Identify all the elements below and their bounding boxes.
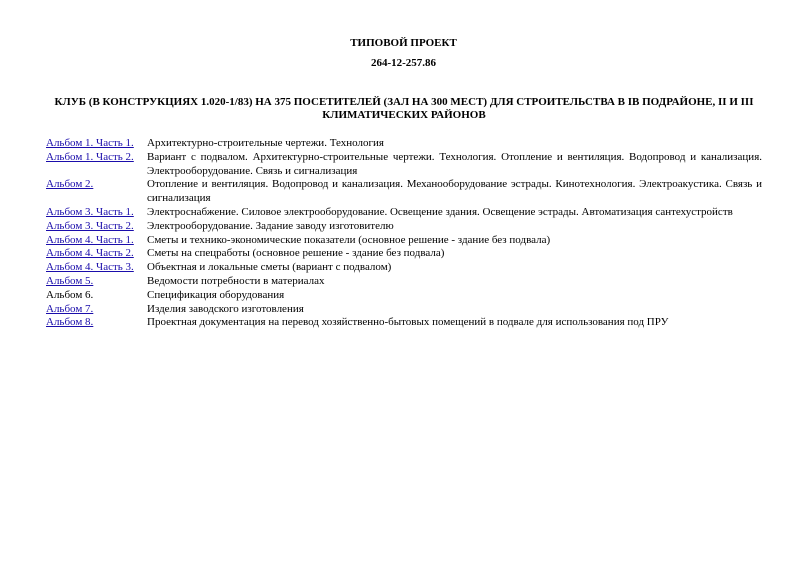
album-link[interactable]: Альбом 5. xyxy=(46,274,94,287)
album-description: Изделия заводского изготовления xyxy=(147,302,304,315)
album-description: Ведомости потребности в материалах xyxy=(147,274,325,287)
album-description: Отопление и вентиляция. Водопровод и канализация. Механооборудование эстрады. Кинотехнология. Электроакустика. Связь и сигнализация xyxy=(147,178,762,205)
album-row xyxy=(46,289,762,303)
album-link[interactable]: Альбом 4. Часть 3. xyxy=(46,261,134,274)
album-link[interactable]: Альбом 1. Часть 2. xyxy=(46,150,134,163)
album-description: Сметы и технико-экономические показатели (основное решение - здание без подвала) xyxy=(147,233,551,246)
album-description: Архитектурно-строительные чертежи. Технология xyxy=(147,137,384,149)
project-subtitle: КЛУБ (В КОНСТРУКЦИЯХ 1.020-1/83) НА 375 ПОСЕТИТЕЛЕЙ (ЗАЛ НА 300 МЕСТ) ДЛЯ СТРОИТЕЛЬСТВА В IВ ПОДРАЙОНЕ, II И III КЛИМАТИЧЕСКИХ РАЙОНОВ xyxy=(54,96,754,121)
album-description: Спецификация оборудования xyxy=(147,288,285,301)
album-row xyxy=(46,220,762,234)
album-label: Альбом 6. xyxy=(46,288,94,301)
album-description: Вариант с подвалом. Архитектурно-строительные чертежи. Технология. Отопление и вентиляция. Водопровод и канализация. Электрооборудование. Связь и сигнализация xyxy=(147,150,762,177)
album-description: Объектная и локальные сметы (вариант с подвалом) xyxy=(147,261,392,274)
album-link[interactable]: Альбом 3. Часть 1. xyxy=(46,205,134,218)
album-description: Проектная документация на перевод хозяйственно-бытовых помещений в подвале для использования под ПРУ xyxy=(147,316,669,329)
album-row xyxy=(46,275,762,289)
document-title: ТИПОВОЙ ПРОЕКТ xyxy=(350,37,457,49)
album-row xyxy=(46,137,762,151)
album-description: Сметы на спецработы (основное решение - здание без подвала) xyxy=(147,247,445,260)
album-link[interactable]: Альбом 2. xyxy=(46,178,94,191)
album-link[interactable]: Альбом 4. Часть 2. xyxy=(46,247,134,260)
album-link[interactable]: Альбом 8. xyxy=(46,316,94,329)
album-description: Электрооборудование. Задание заводу изготовителю xyxy=(147,219,394,232)
album-index xyxy=(46,137,762,330)
album-link[interactable]: Альбом 4. Часть 1. xyxy=(46,233,134,246)
album-row xyxy=(46,261,762,275)
album-row xyxy=(46,151,762,179)
album-row xyxy=(46,206,762,220)
album-link[interactable]: Альбом 7. xyxy=(46,302,94,315)
album-row xyxy=(46,247,762,261)
album-row xyxy=(46,316,762,330)
album-row xyxy=(46,303,762,317)
album-description: Электроснабжение. Силовое электрооборудование. Освещение здания. Освещение эстрады. Автоматизация сантехустройств xyxy=(147,205,733,218)
album-link[interactable]: Альбом 1. Часть 1. xyxy=(46,137,134,149)
album-row xyxy=(46,234,762,248)
album-row xyxy=(46,178,762,206)
project-code: 264-12-257.86 xyxy=(370,57,437,69)
album-link[interactable]: Альбом 3. Часть 2. xyxy=(46,219,134,232)
